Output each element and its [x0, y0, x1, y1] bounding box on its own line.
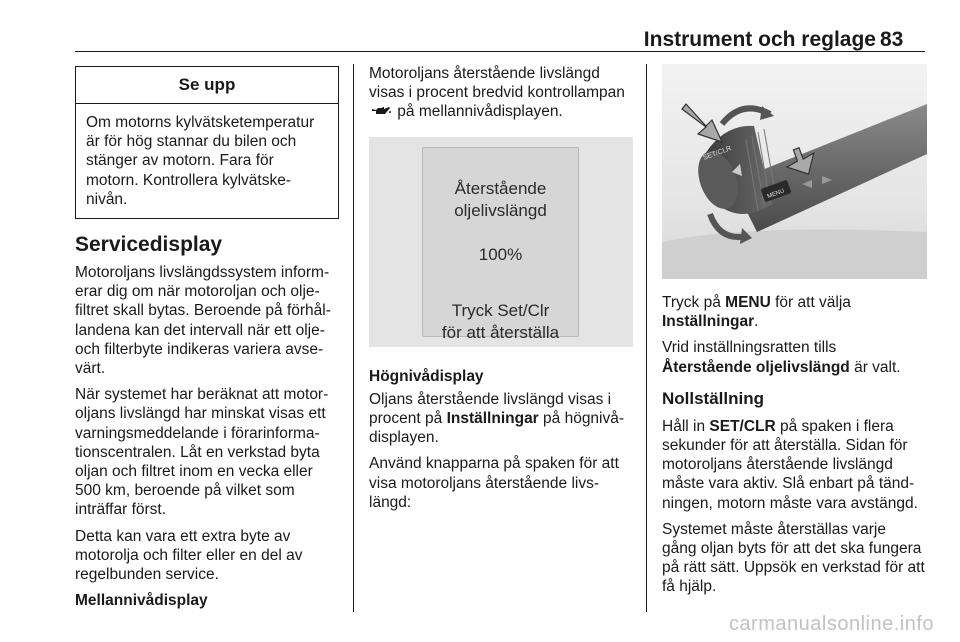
text-line: motorn. Kontrollera kylvätske- — [86, 171, 292, 189]
display-title: Återstående oljelivslängd — [454, 178, 547, 220]
text-line: stänger av motorn. Fara för — [86, 152, 274, 170]
oil-can-icon — [371, 103, 391, 122]
column-left — [75, 64, 339, 614]
oil-life-display-image — [369, 137, 633, 347]
paragraph: Tryck på MENU för att välja Inställningar. — [662, 294, 851, 331]
dashboard-shape — [662, 230, 927, 279]
page-title: Instrument och reglage — [643, 28, 876, 51]
paragraph: Detta kan vara ett extra byte av motorolja och filter eller en del av regelbunden service. — [75, 527, 303, 584]
text-line: är för hög stannar du bilen och — [86, 133, 297, 151]
paragraph: Motoroljans livslängdssystem inform- erar dig om när motoroljan och olje- filtret skall bytas. Beroende på förhål- landena kan det intervall när ett olje- och filterbyte indikeras variera avse- värt. — [75, 264, 331, 378]
page-number: 83 — [880, 28, 904, 51]
subheading-hogniva: Högnivådisplay — [369, 367, 484, 385]
paragraph: Vrid inställningsratten tills Återstående oljelivslängd är valt. — [662, 339, 901, 376]
caution-title: Se upp — [76, 67, 338, 104]
paragraph: Systemet måste återställas varje gång oljan byts för att det ska fungera på rätt sätt. Uppsök en verkstad för att få hjälp. — [662, 520, 925, 596]
caution-text — [76, 104, 338, 218]
column-divider — [353, 64, 354, 612]
menu-button-label: MENU — [766, 188, 786, 201]
text-line: nivån. — [86, 190, 128, 208]
display-oil-life-value: 100% — [478, 244, 523, 264]
subheading-mellanniva: Mellannivådisplay — [75, 592, 208, 610]
column-middle — [369, 64, 635, 519]
lever-set-clr-label: SET/CLR — [702, 145, 733, 162]
section-heading-servicedisplay: Servicedisplay — [75, 233, 223, 257]
column-divider — [646, 64, 647, 612]
section-heading-nollstallning: Nollställning — [662, 388, 764, 408]
paragraph: När systemet har beräknat att motor- oljans livslängd har minskat visas ett varningsmeddelande i förarinforma- tionscentralen. Låt en verkstad byta oljan och filtret inom en vecka eller 500 km, beroende på vilket som inträffar först. — [75, 386, 329, 519]
paragraph: Håll in SET/CLR på spaken i flera sekunder för att återställa. Sidan för motoroljans återstående livslängd måste vara aktiv. Slå enbart på tänd- ningen, motorn måste vara avstängd. — [662, 417, 918, 512]
paragraph: Använd knapparna på spaken för att visa motoroljans återstående livs- längd: — [369, 455, 619, 511]
paragraph: Oljans återstående livslängd visas i procent på Inställningar på högnivå- displayen. — [369, 390, 625, 447]
caution-box — [75, 66, 339, 219]
paragraph: Motoroljans återstående livslängd visas i procent bredvid kontrollampan på mellannivådisplayen. — [369, 64, 635, 123]
text-line: Om motorns kylvätsketemperatur — [86, 114, 315, 131]
watermark: carmanualsonline.info — [728, 613, 934, 635]
turn-signal-lever-image — [662, 64, 927, 279]
display-screen — [422, 147, 579, 342]
header-rule — [75, 51, 925, 52]
display-reset-prompt: Tryck Set/Clr för att återställa — [441, 300, 560, 342]
column-right — [662, 64, 927, 604]
